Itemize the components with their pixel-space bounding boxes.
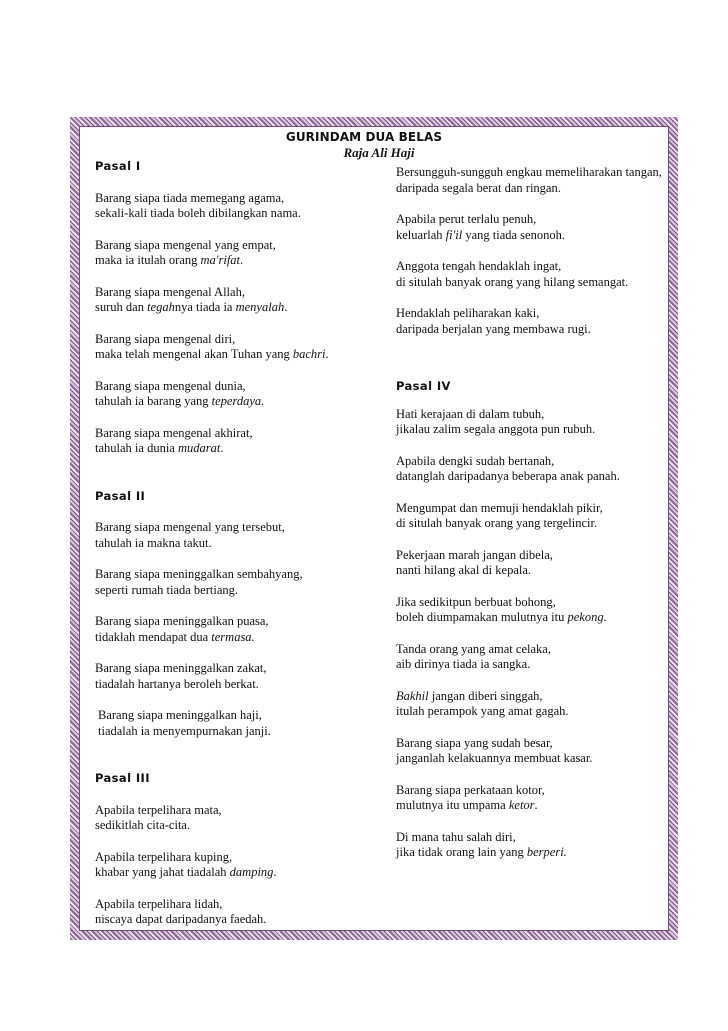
verse-line: mulutnya itu umpama ketor. (396, 798, 538, 812)
verse-line: itulah perampok yang amat gagah. (396, 704, 569, 718)
verse-line: Barang siapa mengenal akhirat, (95, 425, 253, 440)
verse-line: Barang siapa meninggalkan sembahyang, (95, 567, 303, 581)
stanza (396, 783, 666, 814)
verse-line: boleh diumpamakan mulutnya itu pekong. (396, 610, 607, 624)
verse-line: Apabila perut terlalu penuh, (396, 212, 537, 226)
stanza (95, 332, 385, 363)
verse-line: Barang siapa meninggalkan zakat, (95, 661, 267, 675)
verse-line: Barang siapa mengenal yang empat, (95, 237, 276, 252)
author-name: Raja Ali Haji (343, 145, 415, 160)
pasal-2-heading: Pasal II (95, 488, 146, 503)
verse-line: suruh dan tegahnya tiada ia menyalah. (95, 300, 288, 314)
verse-line: Barang siapa mengenal Allah, (95, 284, 245, 299)
stanza (396, 165, 666, 196)
verse-line: di situlah banyak orang yang tergelincir. (396, 516, 598, 530)
stanza (95, 897, 385, 928)
verse-line: maka ia itulah orang ma'rifat. (95, 253, 244, 267)
verse-line: khabar yang jahat tiadalah damping. (95, 865, 277, 879)
left-column (95, 159, 385, 928)
stanza (95, 285, 385, 316)
verse-line: Mengumpat dan memuji hendaklah pikir, (396, 500, 603, 515)
verse-line: nanti hilang akal di kepala. (396, 563, 532, 577)
verse-line: Barang siapa yang sudah besar, (396, 735, 553, 750)
stanza (396, 736, 666, 767)
verse-line: Barang siapa mengenal diri, (95, 331, 236, 346)
verse-line: Apabila terpelihara mata, (95, 802, 222, 817)
stanza (396, 830, 666, 861)
verse-line: Anggota tengah hendaklah ingat, (396, 259, 562, 273)
stanza (396, 306, 666, 337)
verse-line: Apabila terpelihara kuping, (95, 849, 233, 864)
verse-line: jikalau zalim segala anggota pun rubuh. (396, 422, 596, 436)
verse-line: tahulah ia barang yang teperdaya. (95, 394, 265, 408)
verse-line: tidaklah mendapat dua termasa. (95, 629, 255, 644)
verse-line: tahulah ia makna takut. (95, 535, 212, 550)
verse-line: seperti rumah tiada bertiang. (95, 582, 238, 597)
stanza (95, 567, 385, 598)
stanza (95, 708, 385, 739)
stanza (95, 379, 385, 410)
stanza (396, 454, 666, 485)
stanza (95, 614, 385, 645)
verse-line: Hendaklah peliharakan kaki, (396, 306, 540, 320)
verse-line: Barang siapa meninggalkan puasa, (95, 614, 269, 628)
pasal-4-heading: Pasal IV (396, 379, 451, 393)
verse-line: tahulah ia dunia mudarat. (95, 441, 224, 455)
verse-line: Apabila terpelihara lidah, (95, 896, 223, 911)
verse-line: Di mana tahu salah diri, (396, 829, 516, 844)
stanza (396, 212, 666, 243)
verse-line: Barang siapa mengenal yang tersebut, (95, 520, 285, 534)
verse-line: Apabila dengki sudah bertanah, (396, 453, 555, 468)
stanza (95, 426, 385, 457)
stanza (95, 803, 385, 834)
verse-line: Jika sedikitpun berbuat bohong, (396, 594, 556, 609)
verse-line: Barang siapa perkataan kotor, (396, 782, 545, 797)
document-title: GURINDAM DUA BELAS (285, 130, 443, 144)
verse-line: maka telah mengenal akan Tuhan yang bachri. (95, 347, 329, 361)
verse-line: janganlah kelakuannya membuat kasar. (396, 751, 593, 765)
verse-line: datanglah daripadanya beberapa anak panah. (396, 469, 620, 483)
stanza (396, 407, 666, 438)
right-column (396, 165, 666, 861)
stanza (396, 642, 666, 673)
verse-line: sekali-kali tiada boleh dibilangkan nama. (95, 206, 301, 220)
pasal-3-heading: Pasal III (95, 771, 150, 785)
verse-line: daripada berjalan yang membawa rugi. (396, 321, 591, 336)
verse-line: keluarlah fi'il yang tiada senonoh. (396, 227, 565, 242)
stanza (95, 238, 385, 269)
stanza (95, 191, 385, 222)
verse-line: Barang siapa tiada memegang agama, (95, 190, 285, 205)
verse-line: di situlah banyak orang yang hilang semangat. (396, 274, 629, 289)
stanza (95, 850, 385, 881)
verse-line: aib dirinya tiada ia sangka. (396, 657, 531, 671)
verse-line: tiadalah ia menyempurnakan janji. (98, 723, 271, 738)
verse-line: niscaya dapat daripadanya faedah. (95, 912, 267, 926)
pasal-1-heading: Pasal I (95, 159, 141, 173)
verse-line: Pekerjaan marah jangan dibela, (396, 547, 553, 562)
stanza (396, 689, 666, 720)
verse-line: jika tidak orang lain yang berperi. (396, 845, 567, 859)
verse-line: Hati kerajaan di dalam tubuh, (396, 406, 545, 421)
stanza (95, 520, 385, 551)
verse-line: Tanda orang yang amat celaka, (396, 641, 551, 656)
stanza (396, 548, 666, 579)
stanza (396, 595, 666, 626)
verse-line: daripada segala berat dan ringan. (396, 180, 561, 195)
stanza (396, 501, 666, 532)
verse-line: tiadalah hartanya beroleh berkat. (95, 676, 259, 691)
verse-line: Barang siapa mengenal dunia, (95, 378, 246, 393)
verse-line: Bersungguh-sungguh engkau memeliharakan tangan, (396, 165, 662, 179)
stanza (396, 259, 666, 290)
verse-line: Barang siapa meninggalkan haji, (98, 708, 262, 722)
verse-line: Bakhil jangan diberi singgah, (396, 688, 543, 703)
stanza (95, 661, 385, 692)
verse-line: sedikitlah cita-cita. (95, 818, 191, 832)
